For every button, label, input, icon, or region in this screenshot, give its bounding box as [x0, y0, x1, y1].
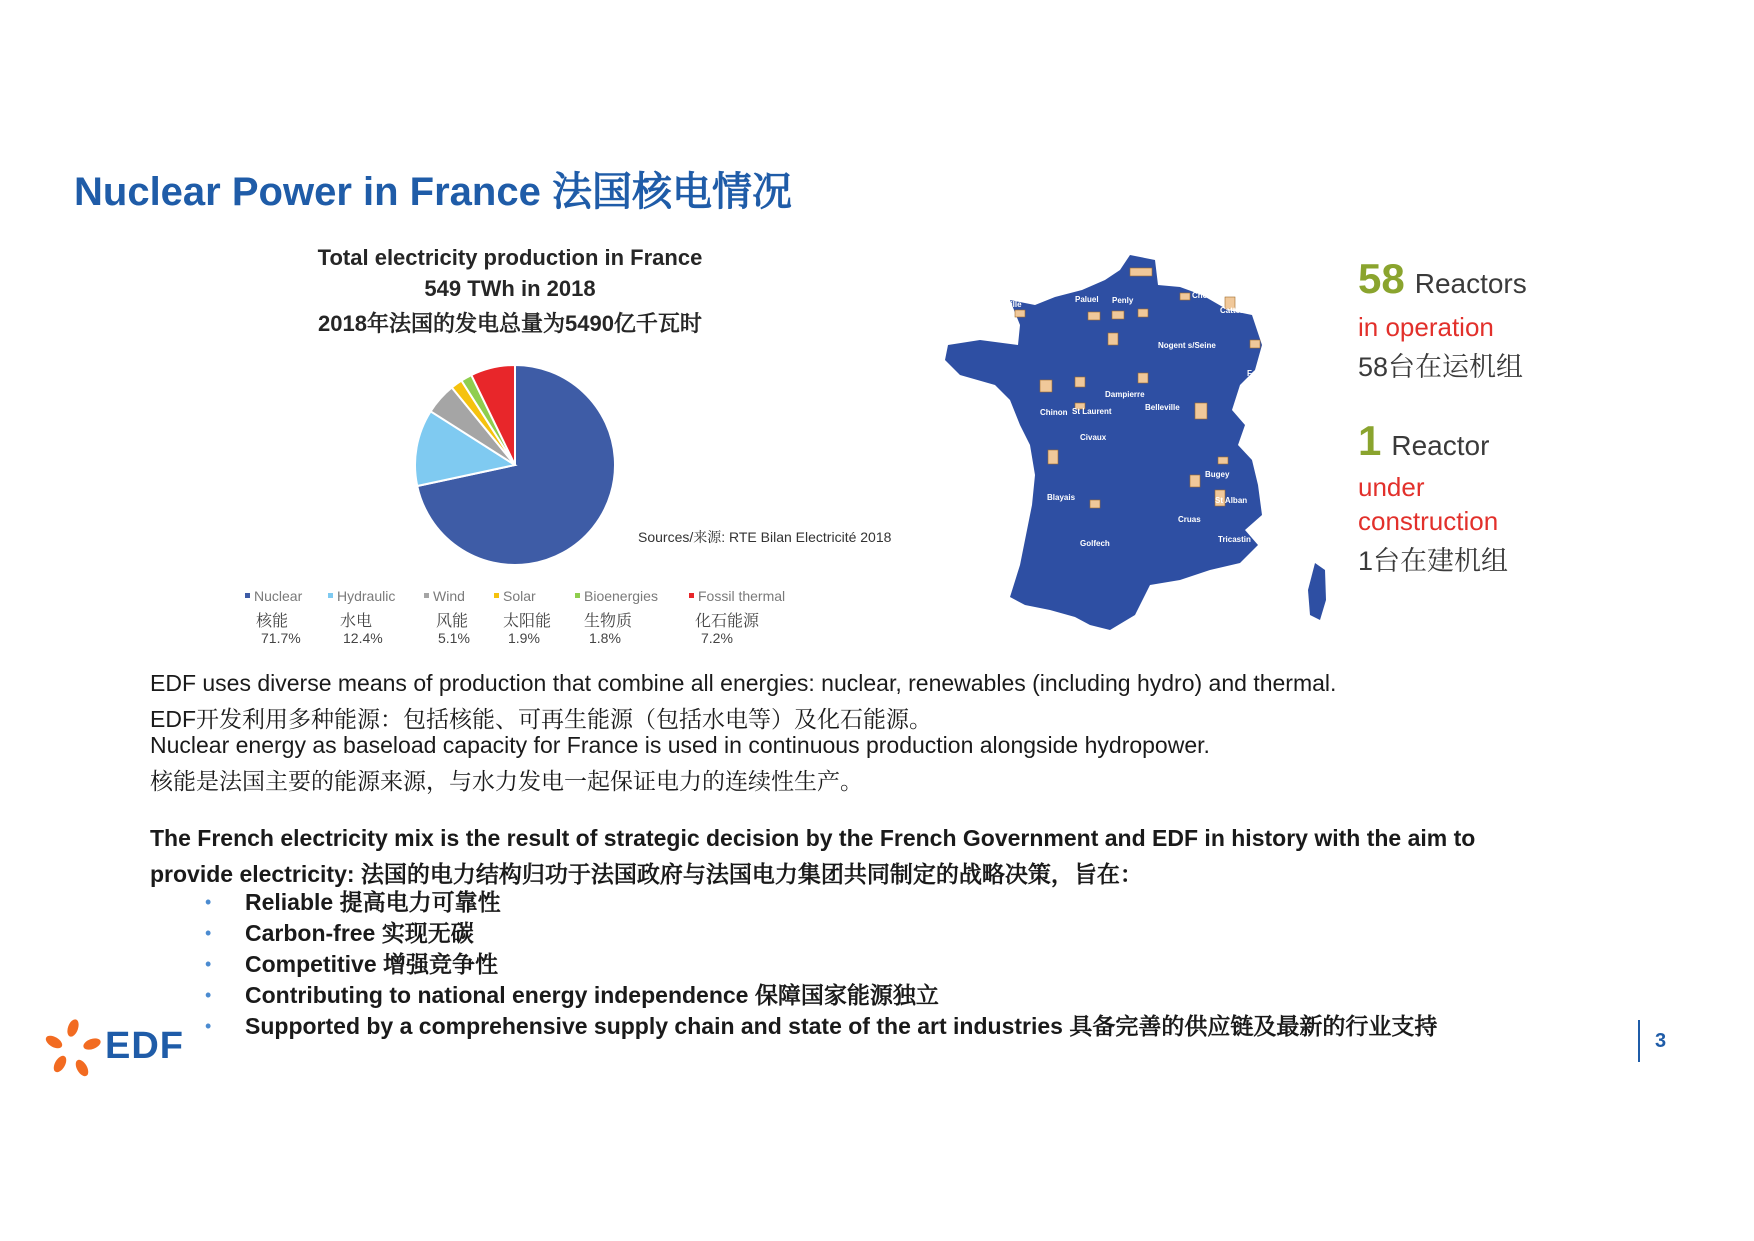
construction-zh: 1台在建机组	[1358, 546, 1509, 576]
legend-pct-wind: 5.1%	[438, 630, 470, 646]
bullet-zh: 实现无碳	[381, 920, 474, 946]
legend-zh-hydraulic: 水电	[340, 613, 373, 630]
bullet-zh: 提高电力可靠性	[339, 889, 501, 915]
body-line-4: 核能是法国主要的能源来源，与水力发电一起保证电力的连续性生产。	[150, 768, 863, 794]
legend-label: Nuclear	[254, 588, 303, 604]
reactor-icon	[1138, 373, 1148, 383]
map-label: Civaux	[1080, 433, 1107, 442]
mix-statement-zh: 法国的电力结构归功于法国政府与法国电力集团共同制定的战略决策，旨在：	[354, 861, 1143, 887]
reactor-icon	[1112, 311, 1124, 319]
legend-swatch	[575, 593, 580, 598]
map-label: Cattenom	[1220, 306, 1257, 315]
body-line-1: EDF uses diverse means of production that combine all energies: nuclear, renewables (including hydro) and thermal.	[150, 670, 1337, 696]
aims-bullet-list	[205, 887, 1437, 1042]
operating-status: in operation	[1358, 312, 1494, 342]
bullet-dot: •	[205, 923, 212, 943]
construction-status-line2: construction	[1358, 506, 1499, 536]
map-label: Penly	[1112, 296, 1134, 305]
map-label: St Laurent	[1072, 407, 1112, 416]
bullet-item	[205, 949, 1437, 980]
map-label: Dampierre	[1105, 390, 1145, 399]
body-line-3: Nuclear energy as baseload capacity for France is used in continuous production alongside hydropower.	[150, 732, 1210, 758]
reactor-icon	[1040, 380, 1052, 392]
bullet-en: Supported by a comprehensive supply chain and state of the art industries	[245, 1013, 1063, 1039]
page-number-divider	[1638, 1020, 1640, 1062]
mix-statement-line-1: The French electricity mix is the result of strategic decision by the French Government and EDF in history with the aim to	[150, 825, 1476, 851]
bullet-en: Reliable	[245, 889, 334, 915]
mix-statement-line-2	[150, 856, 1143, 889]
chart-subtitle: 549 TWh in 2018	[424, 276, 596, 301]
chart-subtitle-zh: 2018年法国的发电总量为5490亿千瓦时	[318, 311, 702, 336]
legend-pct-hydraulic: 12.4%	[343, 630, 383, 646]
legend-pct-solar: 1.9%	[508, 630, 540, 646]
map-label: Cruas	[1178, 515, 1201, 524]
bullet-zh: 增强竞争性	[383, 951, 499, 977]
reactor-icon	[1190, 475, 1200, 487]
bullet-item	[205, 1011, 1437, 1042]
page-title: Nuclear Power in France 法国核电情况	[74, 170, 792, 214]
legend-label: Solar	[503, 588, 536, 604]
pie-chart	[405, 355, 625, 575]
legend-zh-solar: 太阳能	[503, 613, 552, 630]
legend-pct-fossil: 7.2%	[701, 630, 733, 646]
legend-item-hydraulic	[328, 588, 395, 604]
legend-item-fossil	[689, 588, 785, 604]
bullet-item	[205, 918, 1437, 949]
bullet-dot: •	[205, 954, 212, 974]
reactor-icon	[1218, 457, 1228, 464]
legend-pct-bioenergies: 1.8%	[589, 630, 621, 646]
map-label: Flamanville	[978, 300, 1022, 309]
legend-item-bioenergies	[575, 588, 658, 604]
edf-logo-icon	[42, 1018, 104, 1080]
construction-reactors-count	[1358, 417, 1489, 465]
bullet-item	[205, 980, 1437, 1011]
reactor-icon	[1088, 312, 1100, 320]
construction-number: 1	[1358, 417, 1382, 464]
legend-swatch	[494, 593, 499, 598]
legend-label: Fossil thermal	[698, 588, 786, 604]
page-number: 3	[1655, 1030, 1667, 1052]
reactor-icon	[1075, 377, 1085, 387]
edf-logo-text: EDF	[105, 1025, 184, 1067]
bullet-en: Contributing to national energy independence	[245, 982, 749, 1008]
bullet-zh: 保障国家能源独立	[754, 982, 939, 1008]
operating-label: Reactors	[1414, 268, 1527, 299]
reactor-icon	[1048, 450, 1058, 464]
france-mainland-shape	[945, 255, 1262, 630]
bullet-item	[205, 887, 1437, 918]
bullet-en: Competitive	[245, 951, 377, 977]
legend-zh-bioenergies: 生物质	[584, 613, 633, 630]
bullet-dot: •	[205, 985, 212, 1005]
chart-title: Total electricity production in France	[317, 245, 703, 270]
legend-swatch	[689, 593, 694, 598]
reactor-icon	[1138, 309, 1148, 317]
map-label: St Alban	[1215, 496, 1248, 505]
legend-zh-wind: 风能	[436, 613, 469, 630]
reactor-icon	[1130, 268, 1152, 276]
map-label: Bugey	[1205, 470, 1230, 479]
map-label: Fessenheim	[1247, 369, 1294, 378]
operating-reactors-count	[1358, 255, 1527, 303]
legend-label: Bioenergies	[584, 588, 658, 604]
reactor-icon	[1180, 293, 1190, 300]
corsica-shape	[1308, 563, 1326, 620]
map-label: Chinon	[1040, 408, 1068, 417]
operating-number: 58	[1358, 255, 1405, 302]
map-label: Gravelines	[1130, 248, 1171, 257]
legend-item-wind	[424, 588, 465, 604]
chart-source: Sources/来源: RTE Bilan Electricité 2018	[638, 529, 892, 545]
body-line-2: EDF开发利用多种能源：包括核能、可再生能源（包括水电等）及化石能源。	[150, 706, 932, 732]
legend-item-solar	[494, 588, 536, 604]
map-label: Paluel	[1075, 295, 1099, 304]
reactor-icon	[1195, 403, 1207, 419]
mix-statement-bold: provide electricity:	[150, 861, 355, 887]
legend-pct-nuclear: 71.7%	[261, 630, 301, 646]
bullet-dot: •	[205, 1016, 212, 1036]
construction-status-line1: under	[1358, 472, 1425, 502]
legend-label: Hydraulic	[337, 588, 396, 604]
bullet-en: Carbon-free	[245, 920, 376, 946]
map-label: Belleville	[1145, 403, 1180, 412]
legend-swatch	[424, 593, 429, 598]
map-label: Tricastin	[1218, 535, 1251, 544]
operating-zh: 58台在运机组	[1358, 352, 1524, 382]
bullet-dot: •	[205, 892, 212, 912]
map-label: Blayais	[1047, 493, 1076, 502]
legend-zh-fossil: 化石能源	[695, 613, 760, 630]
reactor-icon	[1015, 310, 1025, 317]
legend-zh-nuclear: 核能	[256, 613, 289, 630]
legend-item-nuclear	[245, 588, 302, 604]
map-label: Golfech	[1080, 539, 1110, 548]
reactor-icon	[1090, 500, 1100, 508]
legend-swatch	[328, 593, 333, 598]
legend-swatch	[245, 593, 250, 598]
legend-label: Wind	[433, 588, 465, 604]
reactor-icon	[1108, 333, 1118, 345]
map-label: Chooz	[1192, 291, 1217, 300]
bullet-zh: 具备完善的供应链及最新的行业支持	[1069, 1013, 1438, 1039]
construction-label: Reactor	[1391, 430, 1490, 461]
france-reactor-map	[940, 245, 1330, 640]
map-label: Nogent s/Seine	[1158, 341, 1216, 350]
reactor-icon	[1250, 340, 1260, 348]
